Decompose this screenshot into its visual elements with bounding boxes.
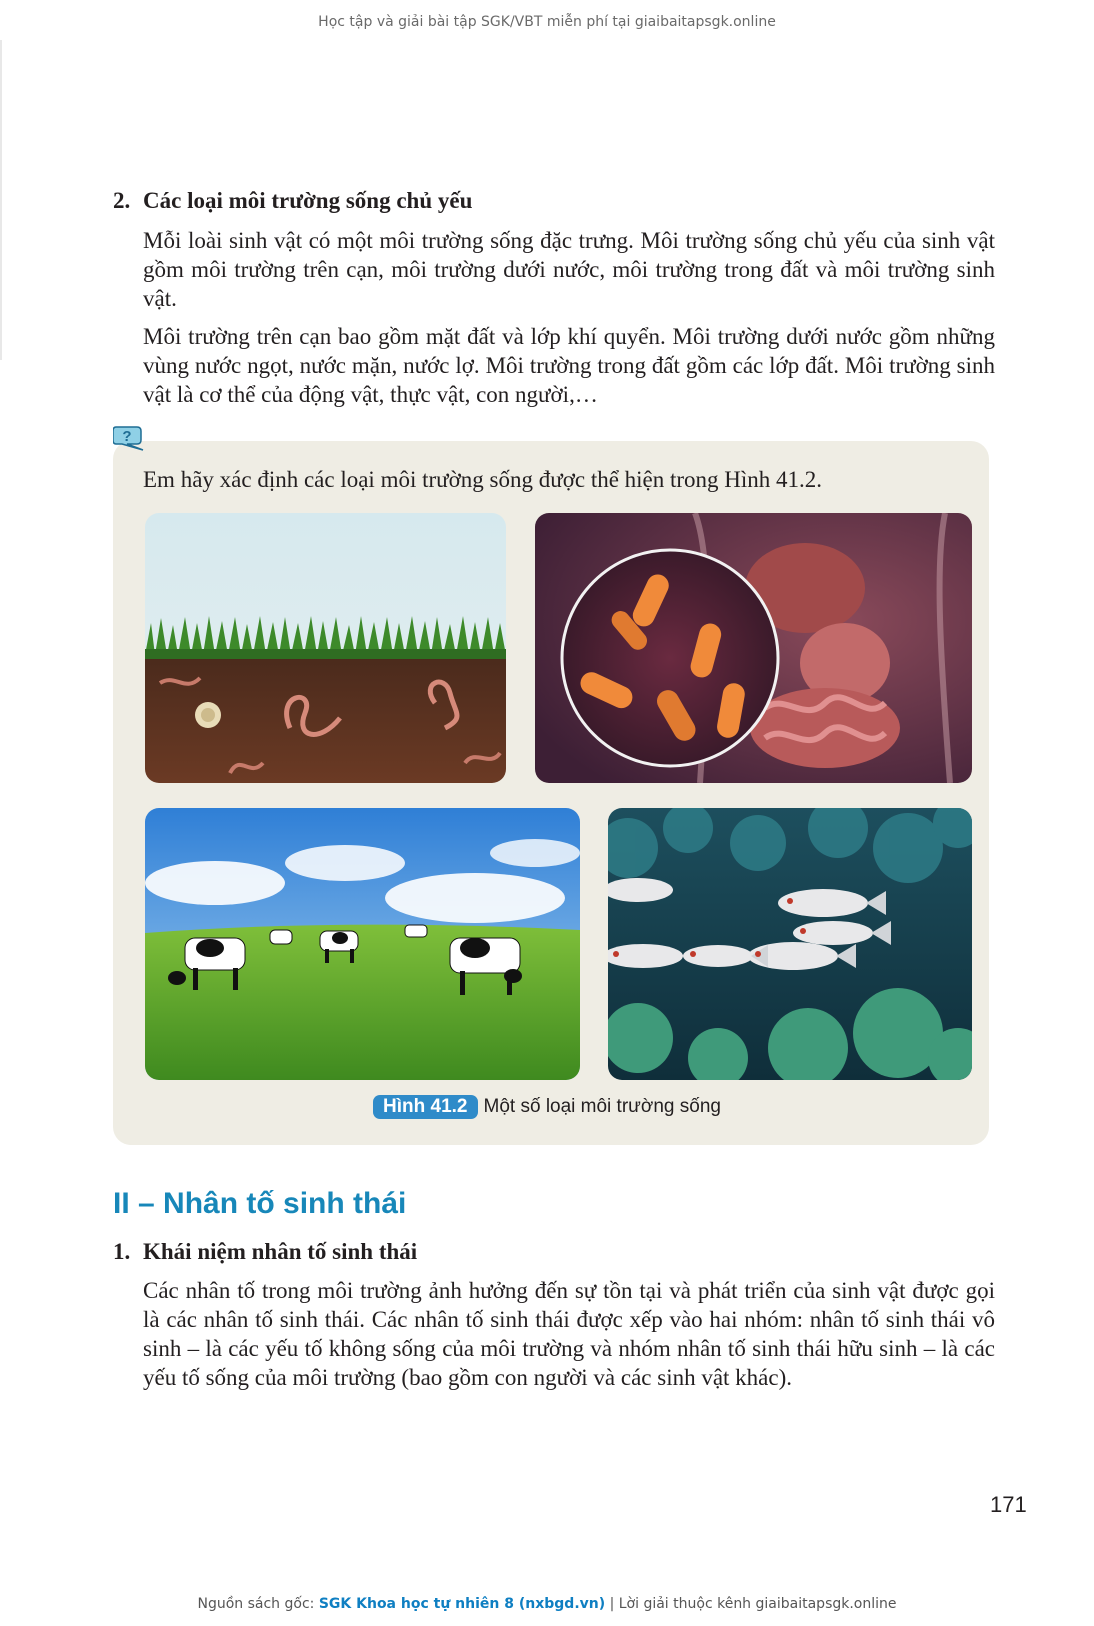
subsection-number: 1. (113, 1239, 131, 1264)
subsection-heading-2 (113, 186, 472, 216)
land-environment-photo (145, 808, 580, 1080)
page-edge-line (0, 40, 2, 360)
paragraph-environment-details: Môi trường trên cạn bao gồm mặt đất và lớp khí quyển. Môi trường dưới nước gồm những vùng nước ngọt, nước mặn, nước lợ. Môi trường trong đất gồm các lớp đất. Môi trường sinh vật là cơ thể của động vật, thực vật, con người,… (143, 324, 995, 407)
question-text: Em hãy xác định các loại môi trường sống được thể hiện trong Hình 41.2. (143, 467, 823, 492)
subsection-heading-1 (113, 1237, 417, 1267)
footer-prefix: Nguồn sách gốc: (197, 1596, 319, 1612)
figure-caption-text: Một số loại môi trường sống (483, 1096, 721, 1117)
paragraph-environments: Mỗi loài sinh vật có một môi trường sống đặc trưng. Môi trường sống chủ yếu của sinh vật gồm môi trường trên cạn, môi trường dưới nước, môi trường trong đất và môi trường sinh vật. (143, 228, 995, 311)
section-heading: II – Nhân tố sinh thái (113, 1187, 407, 1220)
page-footer (0, 1596, 1094, 1612)
question-icon (113, 425, 145, 451)
subsection-number: 2. (113, 188, 131, 213)
svg-text:?: ? (122, 428, 132, 445)
soil-environment-photo (145, 513, 506, 783)
figure-caption (0, 1095, 1094, 1119)
subsection-title: Khái niệm nhân tố sinh thái (143, 1239, 418, 1264)
figure-badge: Hình 41.2 (373, 1095, 477, 1119)
page-number: 171 (990, 1492, 1027, 1517)
organism-environment-photo (535, 513, 972, 783)
paragraph-ecological-factors: Các nhân tố trong môi trường ảnh hưởng đến sự tồn tại và phát triển của sinh vật được gọi là các nhân tố sinh thái. Các nhân tố sinh thái được xếp vào hai nhóm: nhân tố sinh thái vô sinh – là các yếu tố không sống của môi trường và nhóm nhân tố sinh thái hữu sinh – là các yếu tố sống của môi trường (bao gồm con người và các sinh vật khác). (143, 1278, 995, 1390)
page-header: Học tập và giải bài tập SGK/VBT miễn phí tại giaibaitapsgk.online (318, 14, 776, 30)
subsection-title: Các loại môi trường sống chủ yếu (143, 188, 473, 213)
footer-suffix: | Lời giải thuộc kênh giaibaitapsgk.online (605, 1596, 897, 1612)
water-environment-photo (608, 808, 972, 1080)
footer-source-link[interactable]: SGK Khoa học tự nhiên 8 (nxbgd.vn) (318, 1596, 606, 1612)
